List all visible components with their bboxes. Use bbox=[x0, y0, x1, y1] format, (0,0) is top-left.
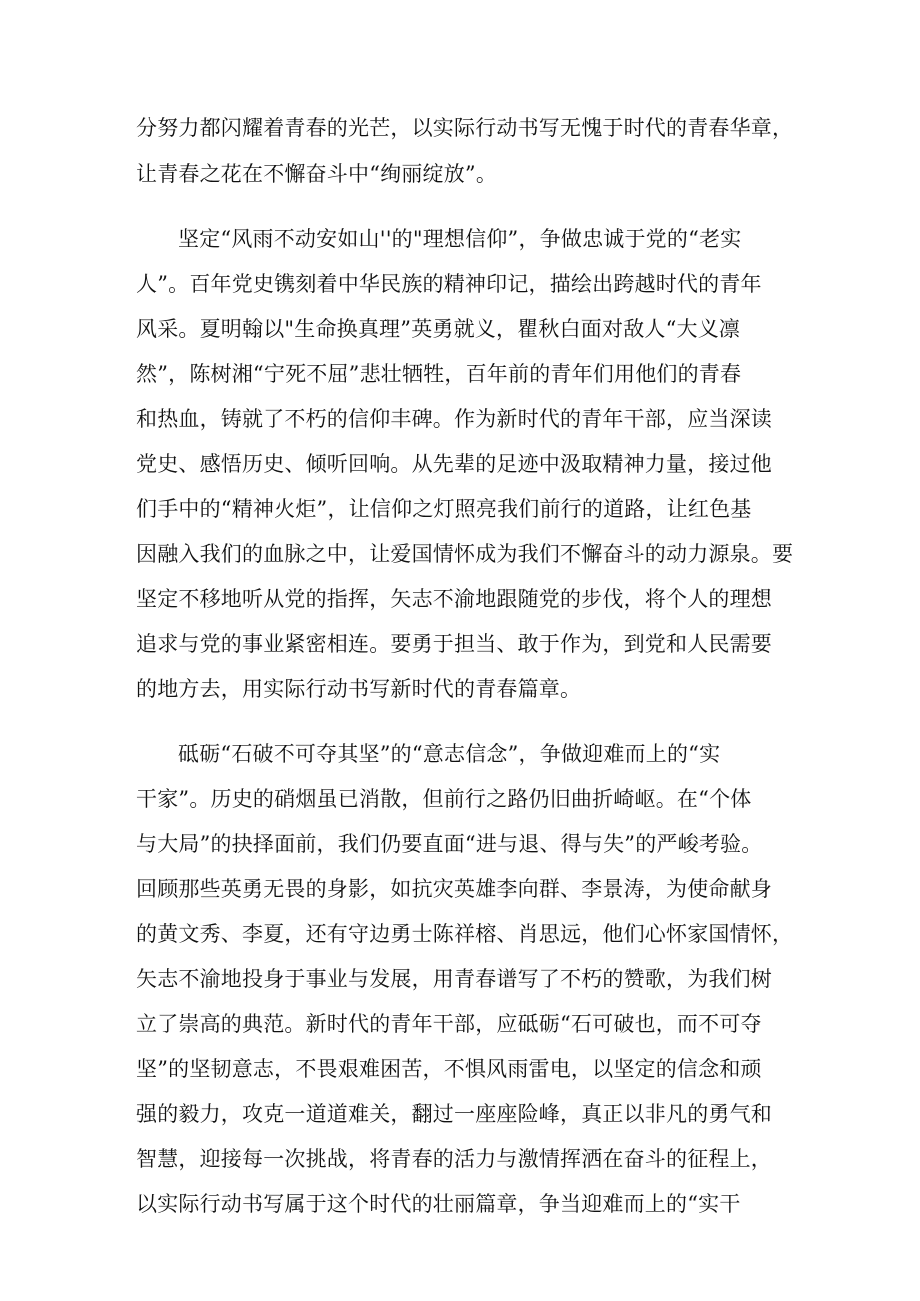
text-line: 坚”的坚韧意志，不畏艰难困苦，不惧风雨雷电，以坚定的信念和顽 bbox=[136, 1057, 762, 1081]
text-line: 坚定不移地听从党的指挥，矢志不渝地跟随党的步伐，将个人的理想 bbox=[136, 587, 772, 611]
text-line: 因融入我们的血脉之中，让爱国情怀成为我们不懈奋斗的动力源泉。要 bbox=[136, 542, 794, 566]
text-line: 人”。百年党史镌刻着中华民族的精神印记，描绘出跨越时代的青年 bbox=[136, 272, 762, 296]
text-line: 强的毅力，攻克一道道难关，翻过一座座险峰，真正以非凡的勇气和 bbox=[136, 1102, 772, 1126]
text-line: 以实际行动书写属于这个时代的壮丽篇章，争当迎难而上的“实干 bbox=[136, 1192, 741, 1216]
text-line: 的黄文秀、李夏，还有守边勇士陈祥榕、肖思远，他们心怀家国情怀， bbox=[136, 922, 794, 946]
paragraph-start-line: 砥砺“石破不可夺其坚”的“意志信念”，争做迎难而上的“实 bbox=[178, 742, 721, 766]
text-line: 分努力都闪耀着青春的光芒，以实际行动书写无愧于时代的青春华章， bbox=[136, 116, 794, 140]
paragraph-start-line: 坚定“风雨不动安如山''的"理想信仰”，争做忠诚于党的“老实 bbox=[178, 227, 742, 251]
text-line: 的地方去，用实际行动书写新时代的青春篇章。 bbox=[136, 677, 582, 701]
text-line: 然”，陈树湘“宁死不屈”悲壮牺牲，百年前的青年们用他们的青春 bbox=[136, 362, 742, 386]
text-line: 和热血，铸就了不朽的信仰丰碑。作为新时代的青年干部，应当深读 bbox=[136, 407, 772, 431]
text-line: 党史、感悟历史、倾听回响。从先辈的足迹中汲取精神力量，接过他 bbox=[136, 452, 772, 476]
text-line: 回顾那些英勇无畏的身影，如抗灾英雄李向群、李景涛，为使命献身 bbox=[136, 877, 772, 901]
text-line: 矢志不渝地投身于事业与发展，用青春谱写了不朽的赞歌，为我们树 bbox=[136, 967, 772, 991]
text-line: 与大局”的抉择面前，我们仍要直面“进与退、得与失”的严峻考验。 bbox=[136, 832, 763, 856]
text-line: 追求与党的事业紧密相连。要勇于担当、敢于作为，到党和人民需要 bbox=[136, 632, 772, 656]
text-line: 风采。夏明翰以"生命换真理”英勇就义，瞿秋白面对敌人“大义凛 bbox=[136, 317, 741, 341]
text-line: 智慧，迎接每一次挑战，将青春的活力与激情挥洒在奋斗的征程上， bbox=[136, 1147, 772, 1171]
text-line: 们手中的“精神火炬”，让信仰之灯照亮我们前行的道路，让红色基 bbox=[136, 497, 752, 521]
text-line: 让青春之花在不懈奋斗中“绚丽绽放”。 bbox=[136, 162, 498, 186]
text-line: 干家”。历史的硝烟虽已消散，但前行之路仍旧曲折崎岖。在“个体 bbox=[136, 787, 752, 811]
text-line: 立了崇高的典范。新时代的青年干部，应砥砺“石可破也，而不可夺 bbox=[136, 1012, 762, 1036]
